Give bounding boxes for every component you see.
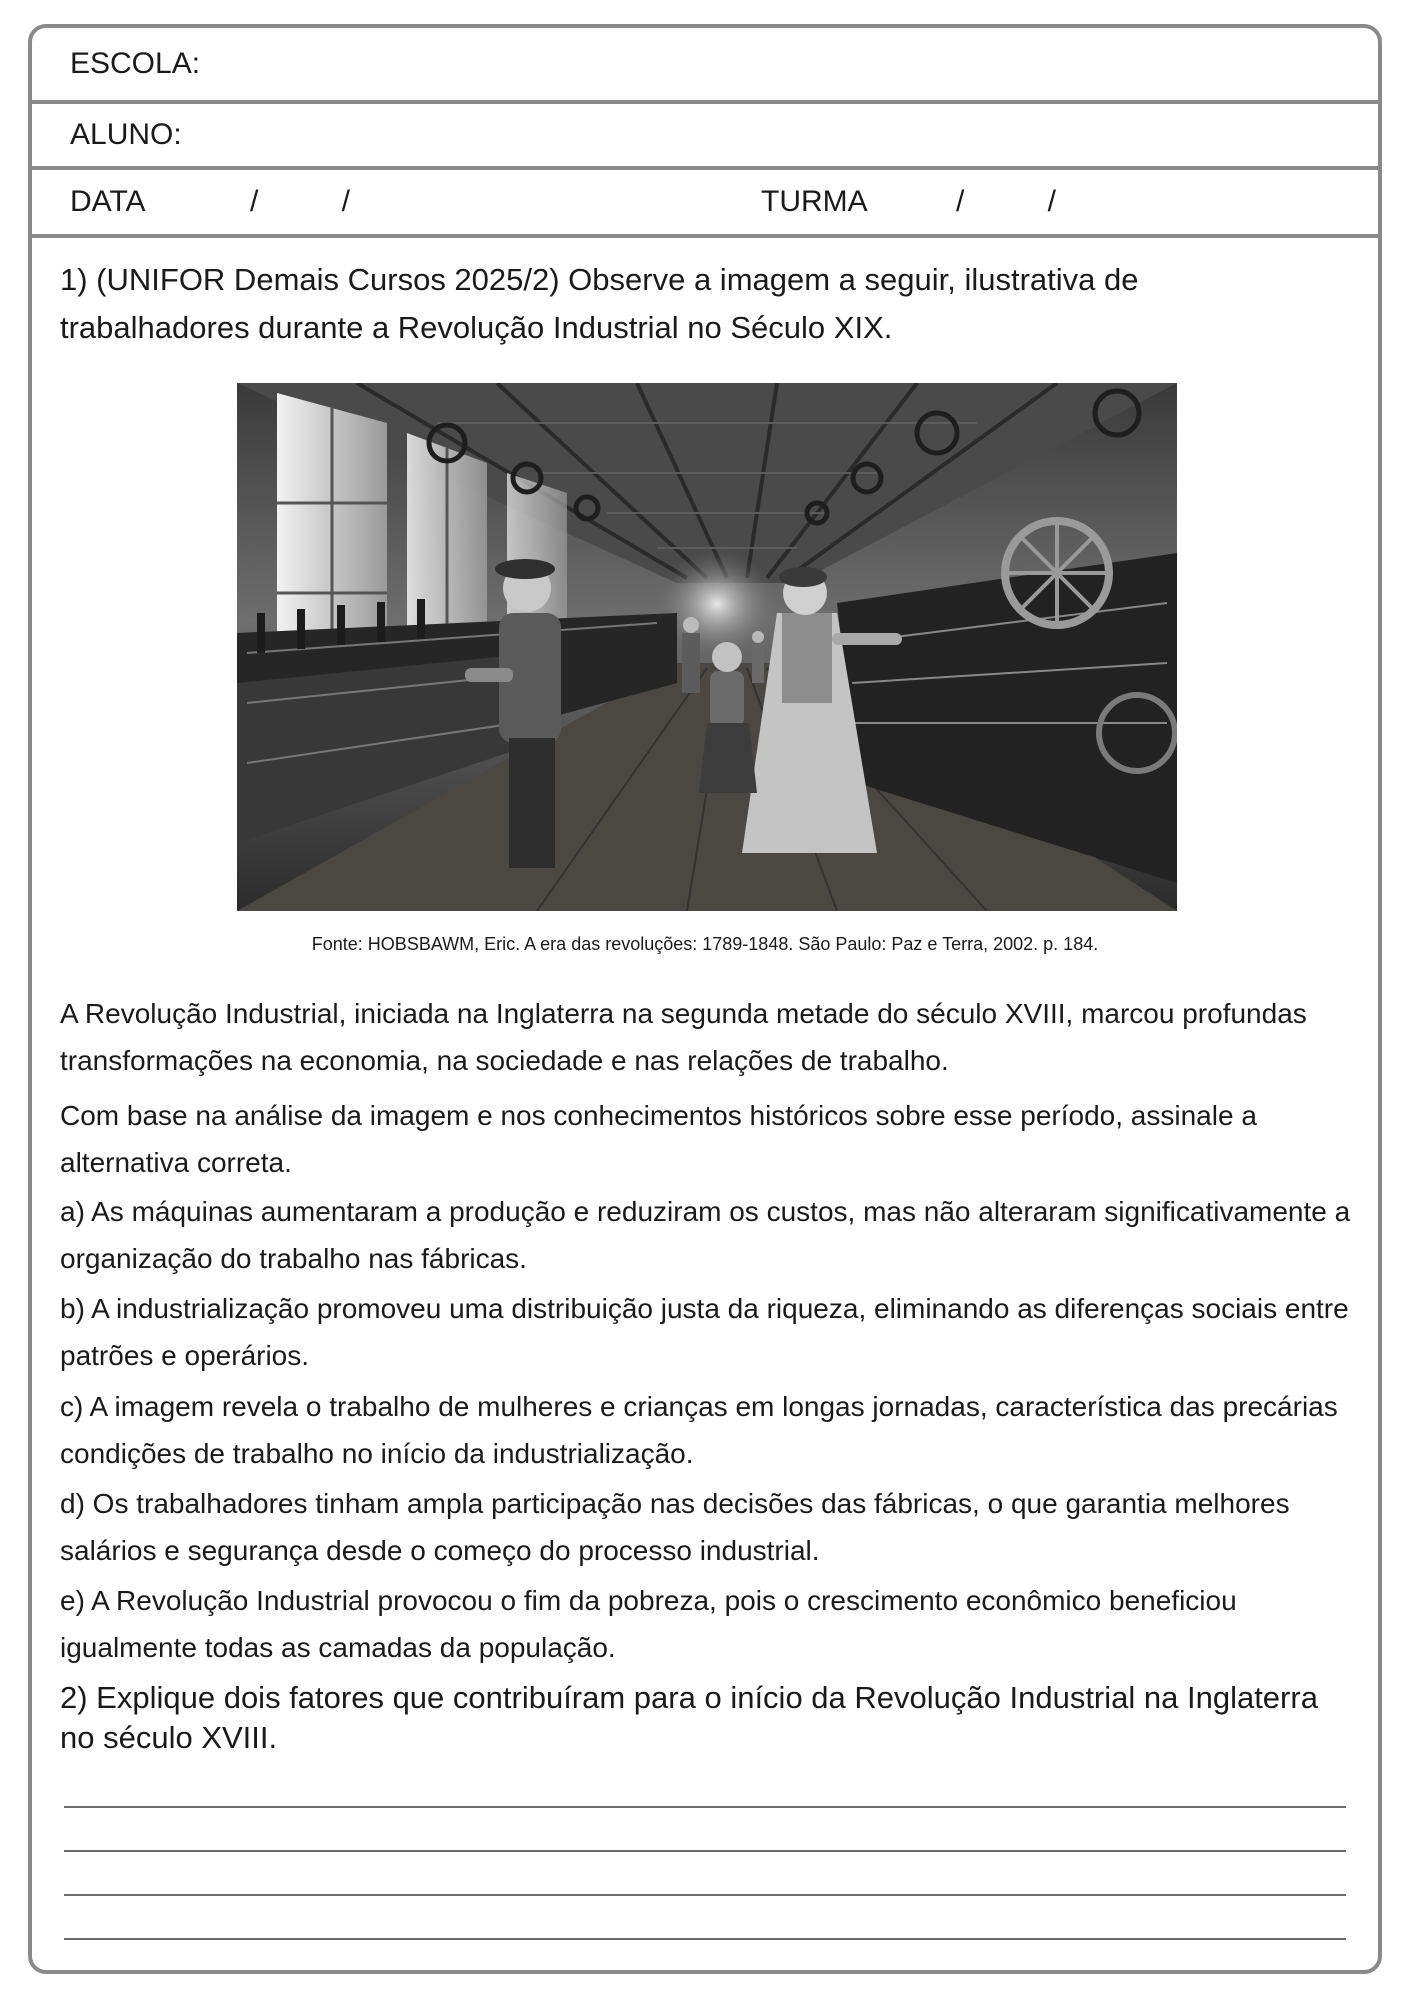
question-1-title: 1) (UNIFOR Demais Cursos 2025/2) Observe a imagem a seguir, ilustrativa de trabalhadores durante a Revolução Industrial no Século XIX. bbox=[60, 262, 1139, 345]
question-1-instruction: Com base na análise da imagem e nos conhecimentos históricos sobre esse período, assinale a alternativa correta. bbox=[60, 1100, 1257, 1178]
date-slashes: / / bbox=[250, 185, 351, 218]
option-b[interactable]: b) A industrialização promoveu uma distribuição justa da riqueza, eliminando as diferenças sociais entre patrões e operários. bbox=[60, 1293, 1349, 1371]
question-2-title: 2) Explique dois fatores que contribuíram para o início da Revolução Industrial na Inglaterra no século XVIII. bbox=[60, 1680, 1318, 1755]
worksheet bbox=[28, 24, 1382, 1974]
answer-line[interactable] bbox=[64, 1806, 1346, 1808]
question-1-intro: A Revolução Industrial, iniciada na Inglaterra na segunda metade do século XVIII, marcou profundas transformações na economia, na sociedade e nas relações de trabalho. bbox=[60, 998, 1307, 1076]
option-a[interactable]: a) As máquinas aumentaram a produção e reduziram os custos, mas não alteraram significativamente a organização do trabalho nas fábricas. bbox=[60, 1196, 1351, 1274]
factory-workers-photo bbox=[237, 383, 1177, 911]
answer-line[interactable] bbox=[64, 1850, 1346, 1852]
answer-line[interactable] bbox=[64, 1894, 1346, 1896]
class-slashes: / / bbox=[956, 185, 1057, 218]
header-row-date bbox=[32, 170, 1378, 238]
answer-line[interactable] bbox=[64, 1938, 1346, 1940]
option-d[interactable]: d) Os trabalhadores tinham ampla participação nas decisões das fábricas, o que garantia melhores salários e segurança desde o começo do processo industrial. bbox=[60, 1488, 1290, 1566]
student-label: ALUNO: bbox=[70, 118, 182, 151]
date-label: DATA bbox=[70, 185, 146, 218]
image-source-caption: Fonte: HOBSBAWM, Eric. A era das revoluções: 1789-1848. São Paulo: Paz e Terra, 2002. p. 184. bbox=[311, 934, 1099, 954]
option-c[interactable]: c) A imagem revela o trabalho de mulheres e crianças em longas jornadas, característica das precárias condições de trabalho no início da industrialização. bbox=[60, 1391, 1338, 1469]
school-label: ESCOLA: bbox=[70, 47, 201, 80]
header-row-student bbox=[32, 104, 1378, 170]
option-e[interactable]: e) A Revolução Industrial provocou o fim da pobreza, pois o crescimento econômico beneficiou igualmente todas as camadas da população. bbox=[60, 1585, 1237, 1663]
class-label: TURMA bbox=[761, 185, 868, 218]
header-row-school bbox=[32, 28, 1378, 104]
